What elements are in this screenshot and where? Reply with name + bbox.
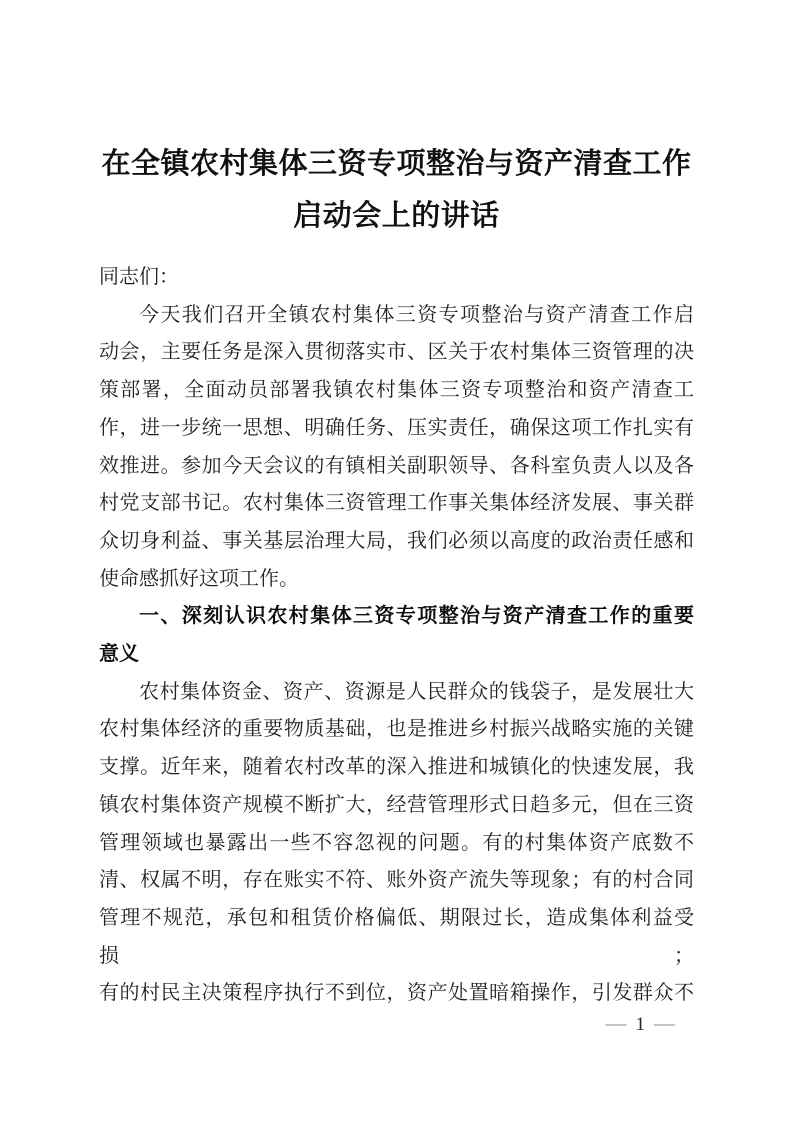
text-line: 意义: [99, 643, 139, 666]
text-line: 众切身利益、事关基层治理大局，我们必须以高度的政治责任感和: [99, 529, 694, 552]
text-line: 农村集体资金、资产、资源是人民群众的钱袋子，是发展壮大: [139, 680, 694, 703]
page-number-dash-right: —: [654, 1011, 675, 1035]
text-line: 支撑。近年来，随着农村改革的深入推进和城镇化的快速发展，我: [99, 756, 694, 779]
text-line: 管理领域也暴露出一些不容忽视的问题。有的村集体资产底数不: [99, 831, 694, 854]
text-line: 村党支部书记。农村集体三资管理工作事关集体经济发展、事关群: [99, 492, 694, 515]
document-body: [99, 259, 694, 1013]
text-line: 效推进。参加今天会议的有镇相关副职领导、各科室负责人以及各: [99, 454, 694, 477]
text-line: 清、权属不明，存在账实不符、账外资产流失等现象；有的村合同: [99, 869, 694, 892]
text-line: 一、深刻认识农村集体三资专项整治与资产清查工作的重要: [139, 605, 694, 628]
page-number: 1: [635, 1014, 645, 1035]
text-line: 动会，主要任务是深入贯彻落实市、区关于农村集体三资管理的决: [99, 341, 694, 364]
text-line: 有的村民主决策程序执行不到位，资产处置暗箱操作，引发群众不: [99, 982, 694, 1005]
text-line: 管理不规范，承包和租赁价格偏低、期限过长，造成集体利益受损；: [99, 906, 694, 967]
page-footer: [606, 1008, 676, 1040]
text-line: 使命感抓好这项工作。: [99, 567, 299, 590]
page-number-dash-left: —: [605, 1011, 627, 1035]
text-line: 策部署，全面动员部署我镇农村集体三资专项整治和资产清查工: [99, 379, 694, 402]
paragraph: [99, 674, 694, 1013]
salutation: [99, 259, 694, 297]
document-title: 在全镇农村集体三资专项整治与资产清查工作启动会上的讲话: [101, 148, 692, 232]
text-line: 同志们：: [99, 266, 179, 288]
section-heading: [99, 598, 694, 673]
text-line: 农村集体经济的重要物质基础，也是推进乡村振兴战略实施的关键: [99, 718, 694, 741]
paragraph: [99, 297, 694, 599]
text-line: 作，进一步统一思想、明确任务、压实责任，确保这项工作扎实有: [99, 416, 694, 439]
text-line: 今天我们召开全镇农村集体三资专项整治与资产清查工作启: [139, 303, 694, 326]
text-line: 镇农村集体资产规模不断扩大，经营管理形式日趋多元，但在三资: [99, 793, 694, 816]
